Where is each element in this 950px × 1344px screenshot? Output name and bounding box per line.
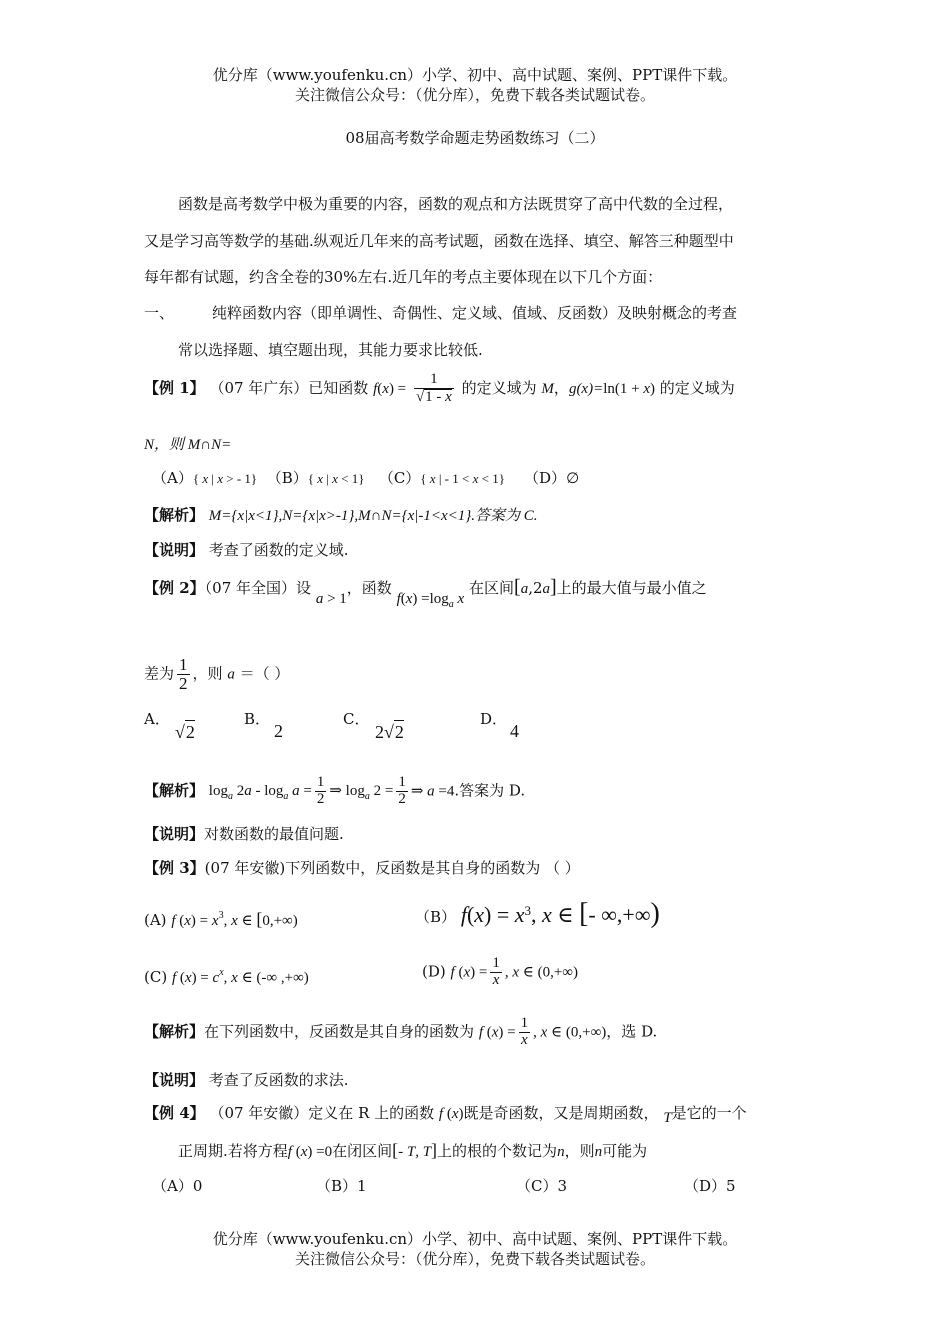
example-2-option-b: B． bbox=[244, 710, 271, 728]
example-1-formula-f: f bbox=[373, 380, 378, 397]
intro-line-2: 又是学习高等数学的基础.纵观近几年来的高考试题，函数在选择、填空、解答三种题型中 bbox=[144, 232, 734, 250]
intro-line-1: 函数是高考数学中极为重要的内容，函数的观点和方法既贯穿了高中代数的全过程， bbox=[178, 195, 734, 213]
example-4-option-b: （B）1 bbox=[316, 1177, 367, 1195]
example-3-note: 【说明】 考查了反函数的求法. bbox=[144, 1071, 349, 1089]
header-line-2: 关注微信公众号：（优分库），免费下载各类试题试卷。 bbox=[294, 86, 655, 104]
example-3-option-d: (D) f (x) = $\frac{1}{x}$ , x ∈ (0,+∞) bbox=[422, 955, 578, 988]
example-2-option-b-value: 2 bbox=[274, 721, 283, 741]
example-3-option-c: (C) f $(x) = c^x$, x ∈ (-∞ ,+∞) bbox=[144, 967, 309, 986]
example-2-option-a-value: √2 bbox=[175, 722, 195, 742]
intro-line-3: 每年都有试题，约含全卷的30%左右.近几年的考点主要体现在以下几个方面： bbox=[144, 268, 663, 286]
example-2-option-c-value: 2√2 bbox=[375, 722, 404, 742]
footer-line-2: 关注微信公众号：（优分库），免费下载各类试题试卷。 bbox=[294, 1250, 655, 1268]
example-4-option-d: （D）5 bbox=[684, 1177, 736, 1195]
example-4-option-c: （C）3 bbox=[516, 1177, 568, 1195]
example-1-note: 【说明】 考查了函数的定义域. bbox=[144, 541, 349, 559]
example-1-options: （A）{ x | x > - 1} （B）{ x | x < 1} （C）{ x | - 1 < x < 1} （D）∅ bbox=[152, 469, 580, 487]
example-2-line-2: 差为 $\frac{1}{2}$ ，则 a ＝（ ） bbox=[144, 655, 290, 693]
example-3-option-a: (A) f $(x) = x^3$, x ∈ [0,+∞) bbox=[144, 909, 298, 929]
intro-item-1-text: 纯粹函数内容（即单调性、奇偶性、定义域、值域、反函数）及映射概念的考查 bbox=[212, 304, 738, 322]
example-2-solution: 【解析】 $\log_a 2a - \log_a a$ = $\frac{1}{2}$ ⇒ $\log_a 2$ = $\frac{1}{2}$ ⇒ a =4.答案为 D. bbox=[144, 774, 526, 807]
example-4-statement: 【例 4】 （07 年安徽）定义在 R 上的函数 f (x)既是奇函数，又是周期函数， T是它的一个 bbox=[144, 1104, 747, 1126]
intro-item-1-text-2: 常以选择题、填空题出现，其能力要求比较低. bbox=[178, 341, 483, 359]
example-1-line-2: N，则 M∩N= bbox=[144, 437, 232, 453]
example-2-note: 【说明】对数函数的最值问题. bbox=[144, 825, 344, 843]
example-4-line-2: 正周期.若将方程f (x) =0在闭区间[- T, T]上的根的个数记为n，则n可能为 bbox=[178, 1140, 648, 1160]
example-2-option-a: A． bbox=[144, 710, 170, 728]
header-line-1: 优分库（www.youfenku.cn）小学、初中、高中试题、案例、PPT课件下载。 bbox=[212, 66, 738, 84]
example-1-solution: 【解析】 M={x|x<1},N={x|x>-1},M∩N={x|-1<x<1}.答案为 C. bbox=[144, 506, 538, 524]
example-1-tag: 【例 1】 bbox=[144, 378, 205, 397]
example-3-option-b: （B） $f(x) = x^3$, x ∈ [- ∞,+∞) bbox=[415, 898, 660, 929]
example-2-option-c: C． bbox=[343, 710, 370, 728]
example-1-source: （07 年广东）已知函数 bbox=[209, 378, 369, 397]
example-3-solution: 【解析】在下列函数中，反函数是其自身的函数为 f (x) = $\frac{1}{x}$ , x ∈ (0,+∞)，选 D. bbox=[144, 1015, 658, 1048]
example-1-statement: 【例 1】 （07 年广东）已知函数 f(x) = $\frac{1}{√1 - x}$ 的定义域为 M，g(x)=ln(1 + x) 的定义域为 bbox=[144, 371, 735, 405]
example-2-statement: 【例 2】（07 年全国）设 a > 1，函数 $f(x) =\log_a$ x 在区间[a,2a]上的最大值与最小值之 bbox=[144, 576, 707, 610]
example-3-statement: 【例 3】(07 年安徽)下列函数中，反函数是其自身的函数为 （ ） bbox=[144, 859, 580, 877]
intro-item-1-number: 一、 bbox=[144, 304, 175, 322]
example-1-fraction: $\frac{1}{√1 - x}$ bbox=[415, 371, 452, 405]
example-2-option-d: D． bbox=[480, 710, 508, 728]
footer-line-1: 优分库（www.youfenku.cn）小学、初中、高中试题、案例、PPT课件下载。 bbox=[212, 1230, 738, 1248]
example-2-option-d-value: 4 bbox=[510, 721, 519, 741]
page-title: 08届高考数学命题走势函数练习（二） bbox=[345, 129, 605, 147]
example-4-option-a: （A）0 bbox=[152, 1177, 203, 1195]
